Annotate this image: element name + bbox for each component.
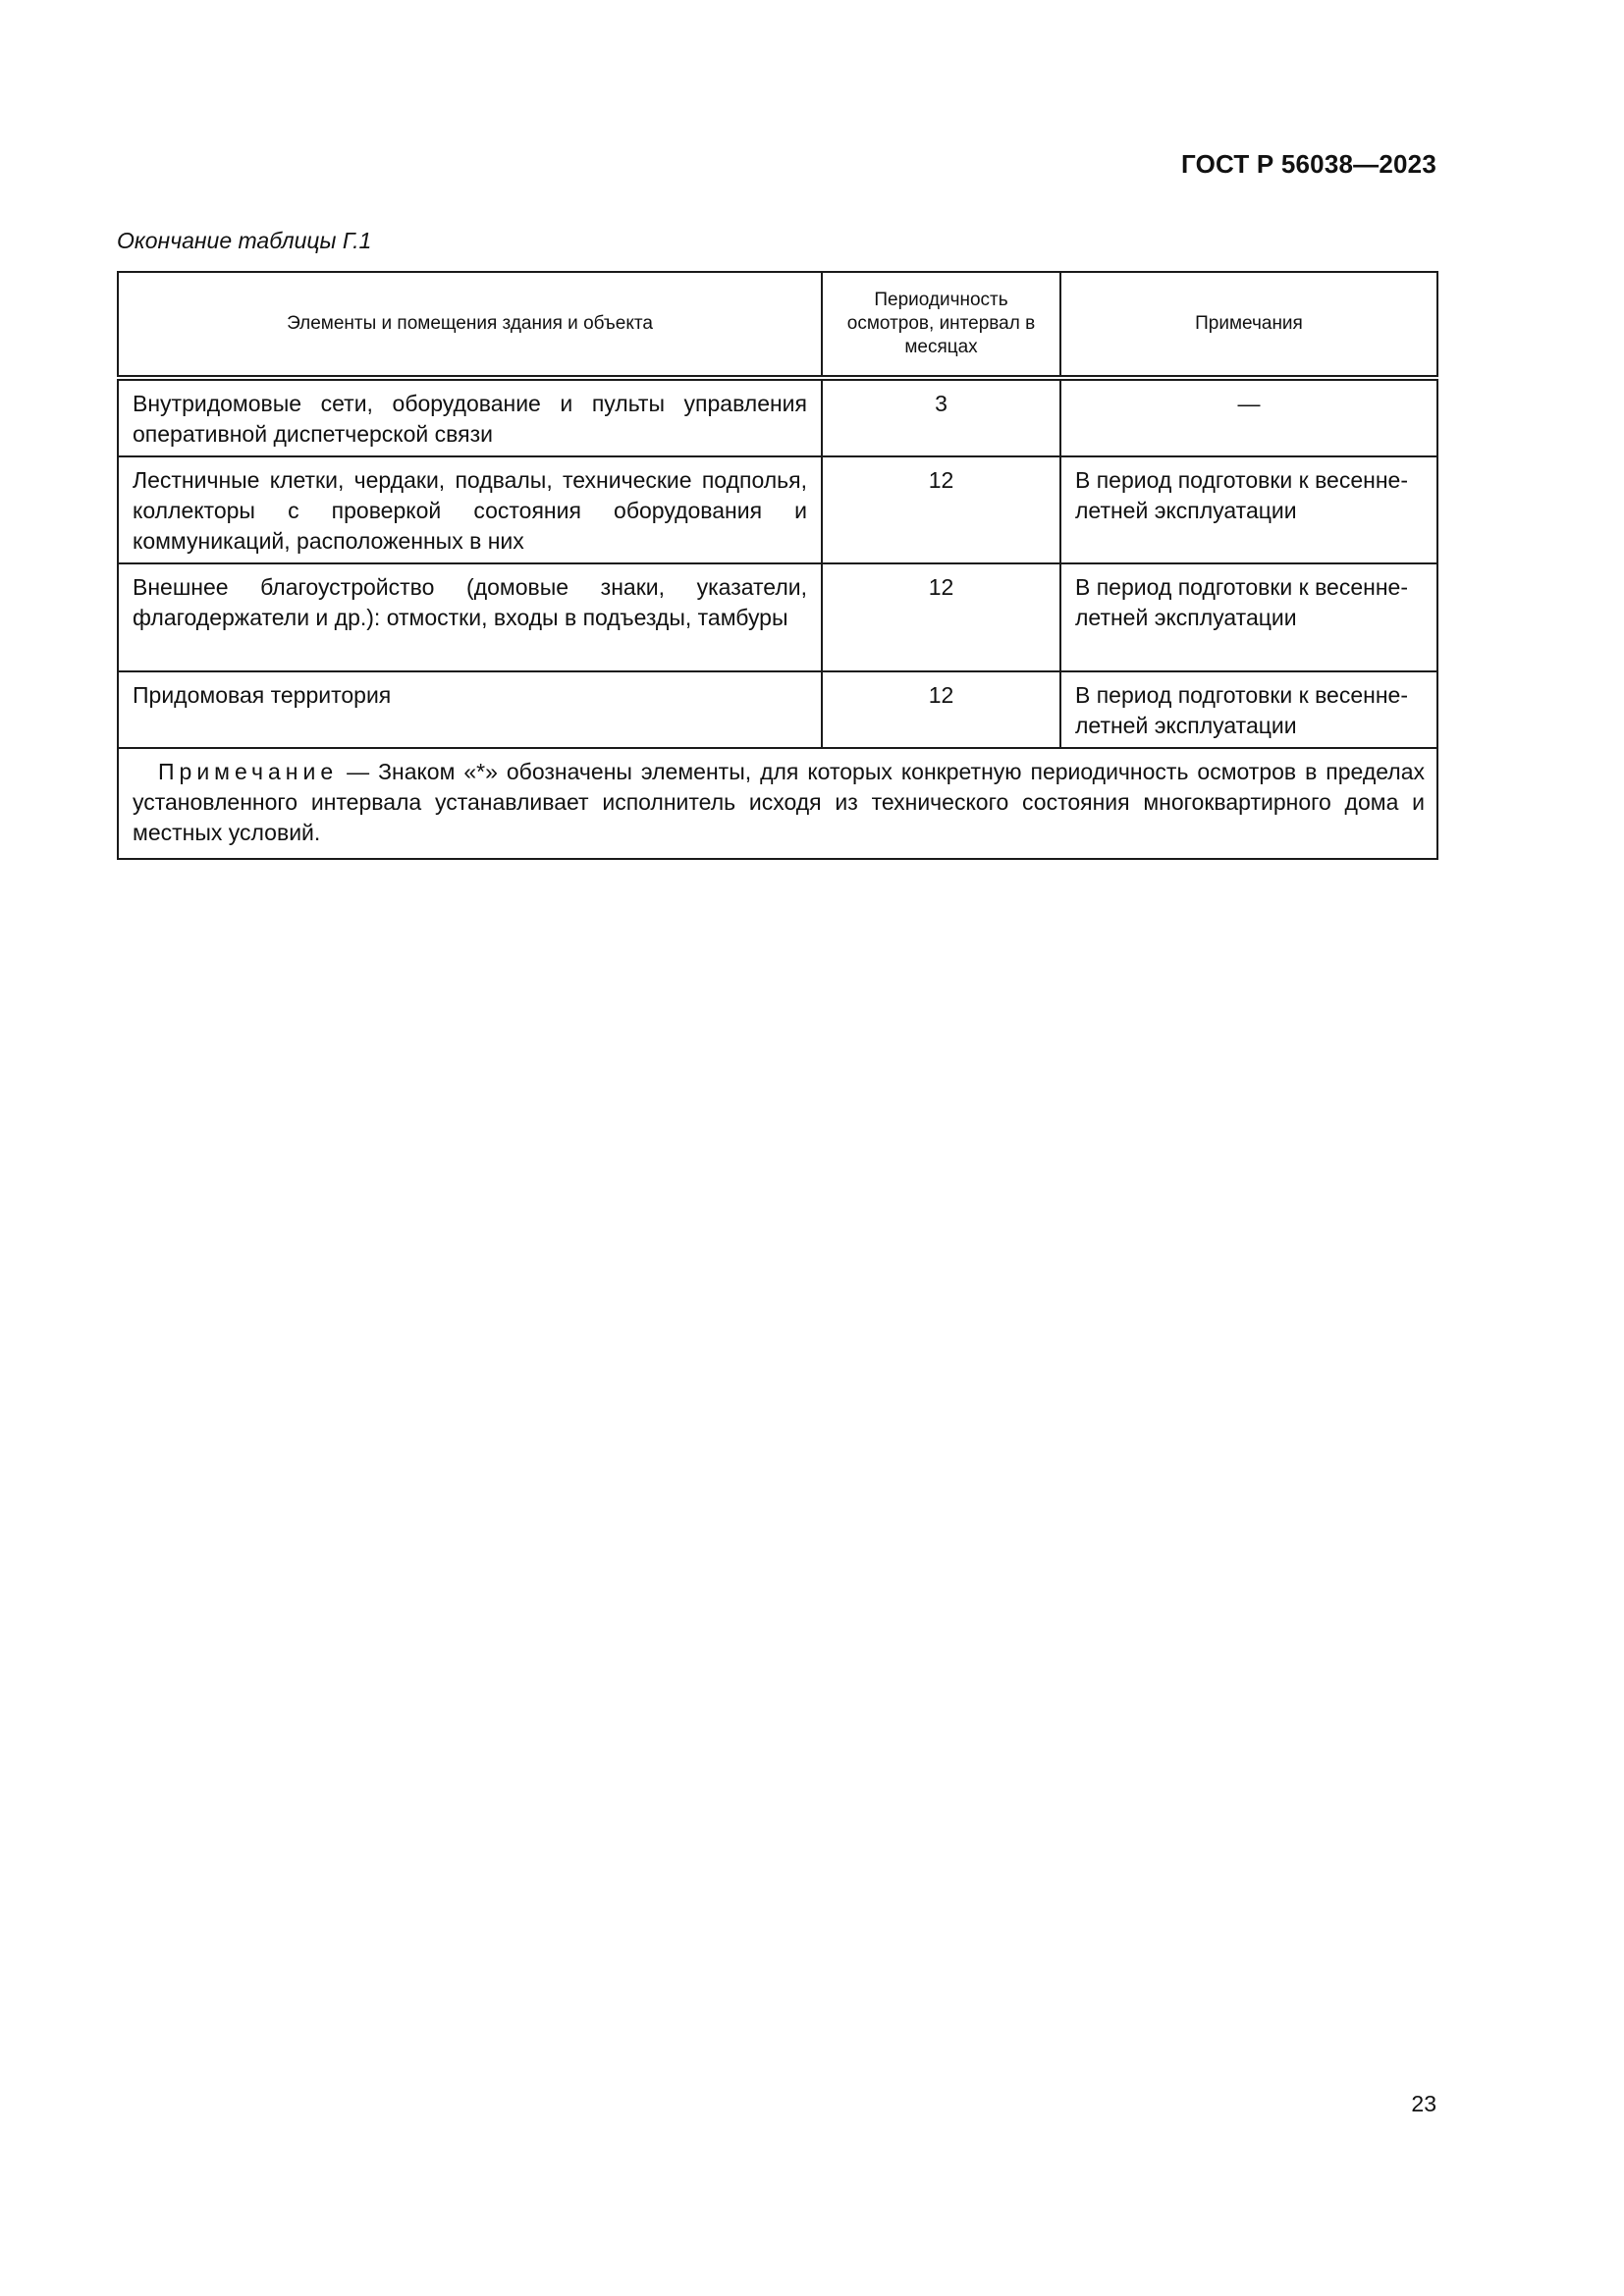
column-header-period: Периодичность осмотров, интервал в месяцах [822, 272, 1060, 378]
inspection-table [117, 271, 1438, 860]
table-row [118, 378, 1437, 456]
cell-element: Лестничные клетки, чердаки, подвалы, технические подполья, коллекторы с проверкой состояния оборудования и коммуникаций, расположенных в них [118, 456, 822, 563]
footnote-label: Примечание [158, 759, 339, 784]
cell-period: 12 [822, 563, 1060, 671]
table-caption: Окончание таблицы Г.1 [117, 228, 372, 253]
column-header-notes: Примечания [1060, 272, 1437, 378]
table-row [118, 456, 1437, 563]
table-footnote [118, 748, 1437, 859]
cell-element: Внешнее благоустройство (домовые знаки, указатели, флагодержатели и др.): отмостки, входы в подъезды, тамбуры [118, 563, 822, 671]
table-row [118, 563, 1437, 671]
table-footnote-row [118, 748, 1437, 859]
cell-element: Придомовая территория [118, 671, 822, 748]
cell-element: Внутридомовые сети, оборудование и пульты управления оперативной диспетчерской связи [118, 378, 822, 456]
document-code: ГОСТ Р 56038—2023 [1181, 149, 1436, 179]
column-header-elements: Элементы и помещения здания и объекта [118, 272, 822, 378]
cell-period: 3 [822, 378, 1060, 456]
footnote-text: — Знаком «*» обозначены элементы, для которых конкретную периодичность осмотров в пределах установленного интервала устанавливает исполнитель исходя из технического состояния многоквартирного дома и местных условий. [133, 759, 1425, 845]
cell-note: — [1060, 378, 1437, 456]
cell-note: В период подготовки к весенне-летней эксплуатации [1060, 456, 1437, 563]
table-row [118, 671, 1437, 748]
table-header-row [118, 272, 1437, 378]
cell-note: В период подготовки к весенне-летней эксплуатации [1060, 671, 1437, 748]
cell-period: 12 [822, 671, 1060, 748]
cell-period: 12 [822, 456, 1060, 563]
page-number: 23 [1411, 2091, 1436, 2116]
cell-note: В период подготовки к весенне-летней эксплуатации [1060, 563, 1437, 671]
